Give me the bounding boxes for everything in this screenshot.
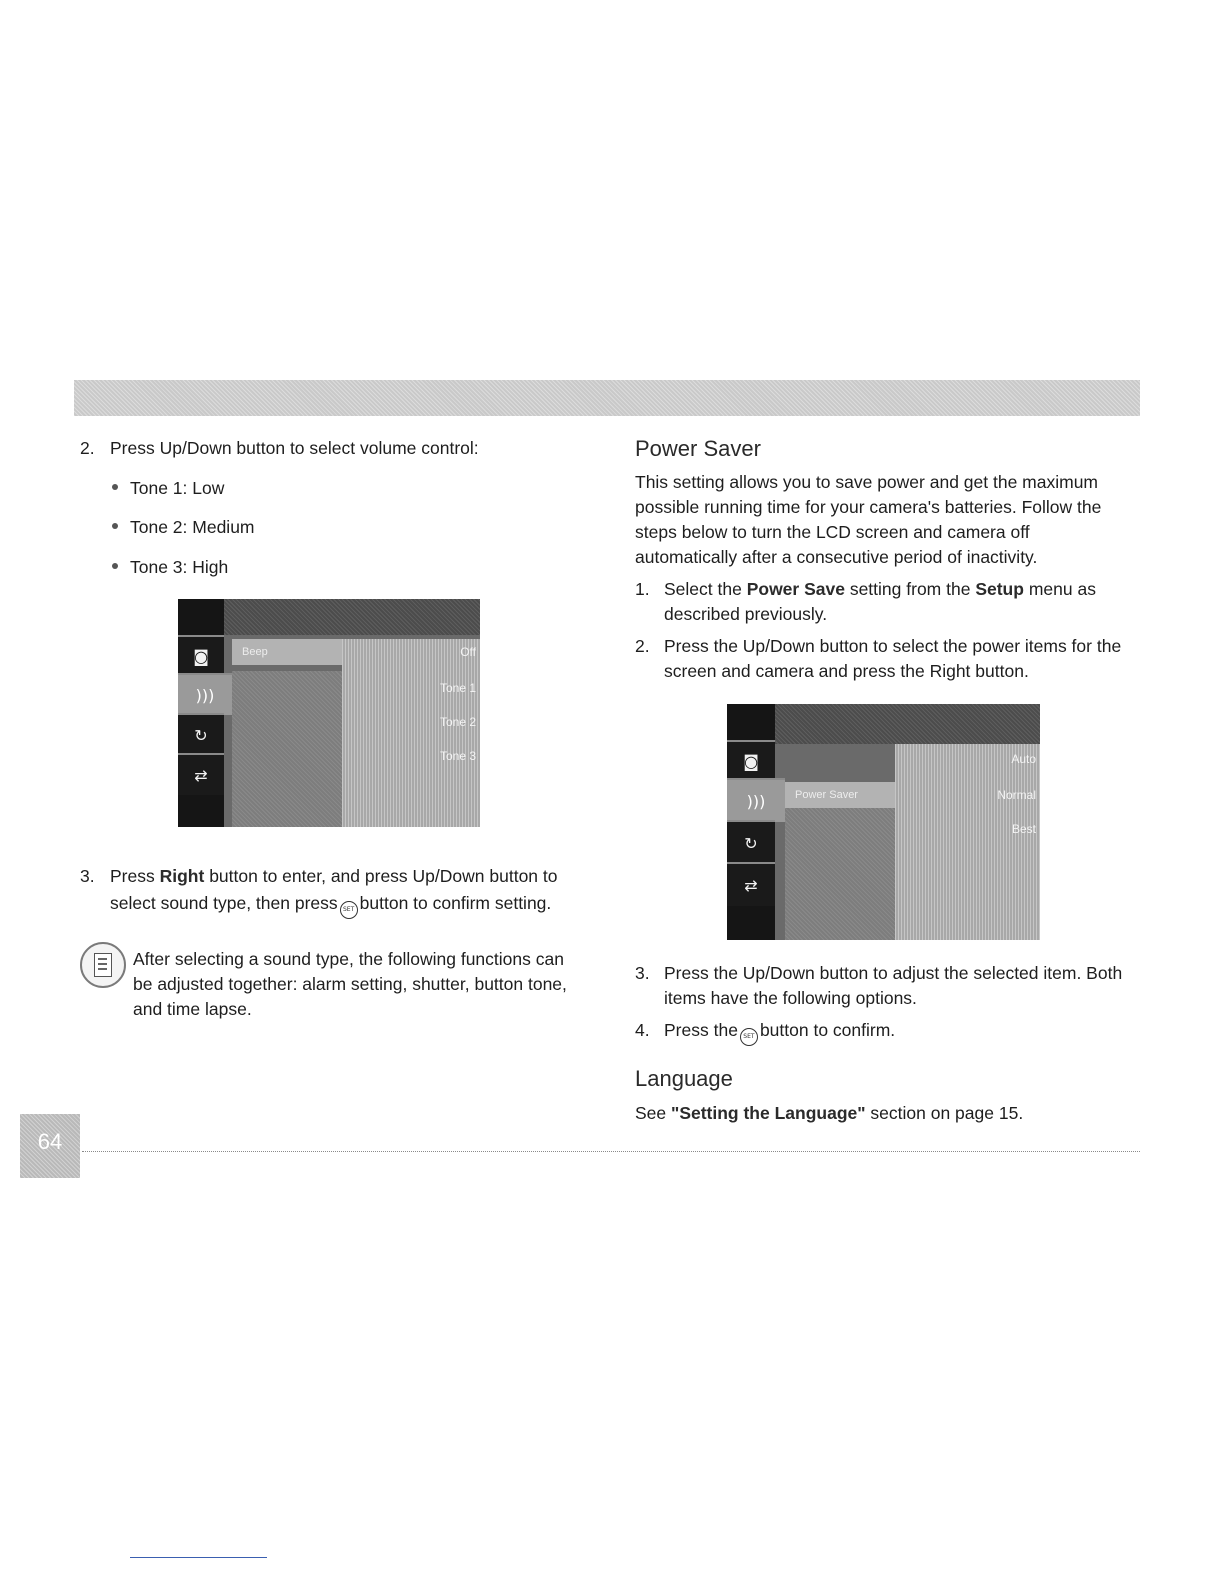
setup-icon: ⇄	[727, 862, 775, 906]
screen-menu-column	[232, 671, 342, 827]
tone-2-item: Tone 2: Medium	[112, 515, 255, 540]
sound-settings-icon: )))	[727, 778, 785, 822]
bottom-rule	[130, 1557, 267, 1558]
option-tone-3: Tone 3	[439, 749, 476, 763]
option-best: Best	[1011, 822, 1036, 836]
page-number: 64	[20, 1114, 80, 1178]
camera-screen-power-saver	[727, 704, 1040, 940]
camera-icon: ◙	[178, 635, 224, 675]
screen-options-column	[342, 639, 480, 827]
power-saver-intro: This setting allows you to save power and get the maximum possible running time for your camera's batteries. Follow the steps below to turn the LCD screen and camera off automatically after a consecutive period of inactivity.	[635, 472, 1102, 567]
selected-menu-row: Beep	[232, 639, 352, 665]
ps-step-3-text: Press the Up/Down button to adjust the selected item. Both items have the following options.	[664, 963, 1123, 1008]
setup-icon: ⇄	[178, 753, 224, 795]
note-icon	[80, 942, 126, 988]
language-section-link[interactable]: "Setting the Language"	[671, 1103, 866, 1123]
header-band	[74, 380, 1140, 416]
set-button-icon: SET	[740, 1028, 758, 1046]
ps-step-2-number: 2.	[635, 636, 650, 656]
camera-icon: ◙	[727, 740, 775, 780]
footer-divider	[82, 1151, 1140, 1152]
step-3-line-2: select sound type, then press SET button to confirm setting.	[110, 891, 590, 919]
option-auto: Auto	[1011, 752, 1036, 766]
language-text: See "Setting the Language" section on page 15.	[635, 1103, 1024, 1123]
ps-step-2-text: Press the Up/Down button to select the power items for the screen and camera and press the Right button.	[664, 636, 1122, 681]
language-heading: Language	[635, 1066, 733, 1091]
option-tone-1: Tone 1	[439, 681, 476, 695]
camera-screen-beep	[178, 599, 480, 827]
sound-settings-icon: )))	[178, 673, 232, 715]
option-tone-2: Tone 2	[439, 715, 476, 729]
step-3-number: 3.	[80, 866, 95, 886]
tone-1-item: Tone 1: Low	[112, 476, 224, 501]
note-text: After selecting a sound type, the following functions can be adjusted together: alarm setting, shutter, button tone, and time lapse.	[133, 949, 567, 1019]
step-2-text: Press Up/Down button to select volume control:	[110, 438, 479, 458]
step-3-line-1: Press Right button to enter, and press Up/Down button to	[110, 866, 558, 886]
option-off: Off	[460, 645, 476, 659]
ps-step-3-number: 3.	[635, 963, 650, 983]
refresh-icon: ↻	[727, 820, 775, 864]
set-button-icon: SET	[340, 901, 358, 919]
ps-step-1-number: 1.	[635, 579, 650, 599]
screen-menu-column	[785, 808, 895, 940]
ps-step-4-text: Press the SET button to confirm.	[664, 1018, 1124, 1046]
selected-menu-row: Power Saver	[785, 782, 905, 808]
screen-options-column	[895, 744, 1040, 940]
refresh-icon: ↻	[178, 713, 224, 755]
step-2-number: 2.	[80, 438, 95, 458]
ps-step-4-number: 4.	[635, 1020, 650, 1040]
option-normal: Normal	[997, 788, 1036, 802]
ps-step-1-text: Select the Power Save setting from the Setup menu as described previously.	[664, 579, 1096, 624]
power-saver-heading: Power Saver	[635, 436, 761, 461]
tone-3-item: Tone 3: High	[112, 555, 228, 580]
